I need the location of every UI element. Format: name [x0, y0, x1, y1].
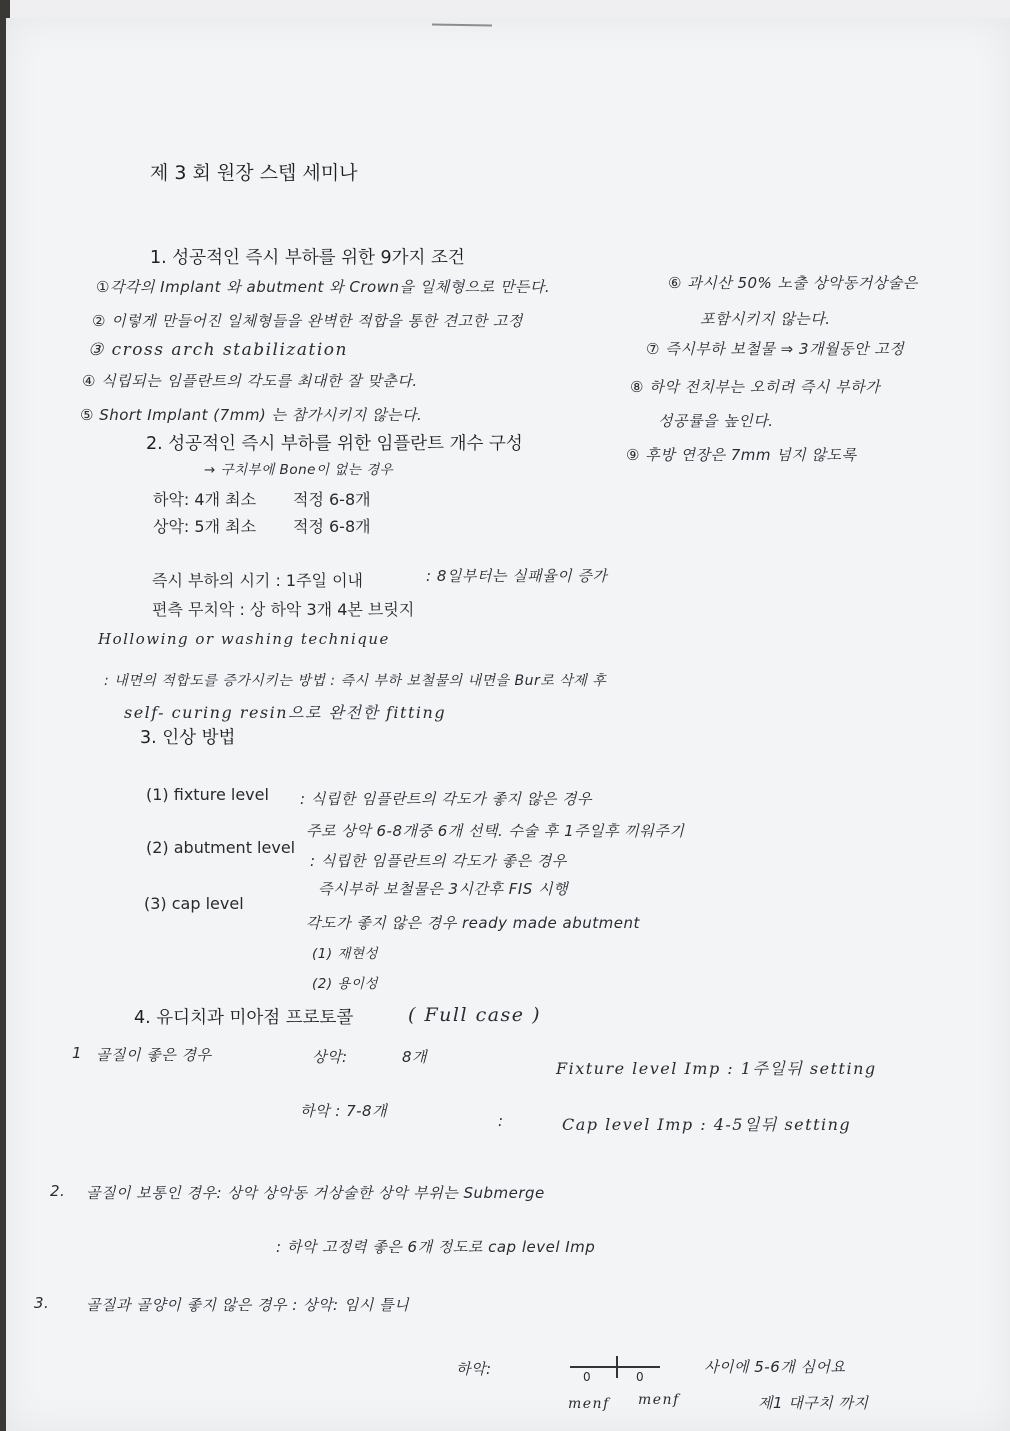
s3-cap-n1: (1) 재현성 — [312, 946, 379, 962]
s2-hw-resin: self- curing resin으로 완전한 fitting — [124, 703, 447, 722]
s1-note-5: ⑤ Short Implant (7mm) 는 참가시키지 않는다. — [80, 406, 423, 424]
s4-r3-a: 골질과 골양이 좋지 않은 경우 : 상악: 임시 틀니 — [86, 1296, 410, 1314]
s4-r2-a: 골질이 보통인 경우: 상악 상악동 거상술한 상악 부위는 Submerge — [86, 1184, 545, 1202]
s3-cap-n2: (2) 용이성 — [312, 976, 379, 992]
dental-arch-line — [570, 1366, 660, 1368]
s4-r1-e: 하악 : 7-8개 — [300, 1102, 388, 1120]
page-title: 제 3 회 원장 스텝 세미나 — [150, 162, 358, 184]
s3-fixture: (1) fixture level — [146, 785, 269, 804]
s4-heading-note: ( Full case ) — [408, 1004, 541, 1026]
s1-note-2: ② 이렇게 만들어진 일체형들을 완벽한 적합을 통한 견고한 고정 — [92, 312, 523, 330]
s2-edentulous: 편측 무치악 : 상 하악 3개 4본 브릿지 — [152, 600, 415, 619]
s2-timing: 즉시 부하의 시기 : 1주일 이내 — [152, 571, 364, 590]
s1-note-6: ⑥ 과시산 50% 노출 상악동거상술은 — [668, 274, 918, 292]
midline-mark — [616, 1356, 618, 1378]
s4-r2-b: : 하악 고정력 좋은 6개 정도로 cap level Imp — [276, 1238, 596, 1256]
s4-r1-num: 1 — [72, 1044, 83, 1062]
tooth-mark-left: 0 — [583, 1370, 592, 1384]
s2-timing-note: : 8일부터는 실패율이 증가 — [426, 567, 608, 585]
menf-left: menf — [568, 1396, 610, 1412]
s4-r1-f: : — [498, 1112, 504, 1130]
s4-r3-num: 3. — [34, 1294, 50, 1312]
section-2-heading: 2. 성공적인 즉시 부하를 위한 임플란트 개수 구성 — [146, 434, 523, 454]
s4-r1-c: 8개 — [402, 1048, 428, 1066]
s2-note: → 구치부에 Bone이 없는 경우 — [204, 462, 394, 478]
s3-abutment-note2: 즉시부하 보철물은 3시간후 FIS 시행 — [318, 880, 569, 898]
s4-r1-a: 골질이 좋은 경우 — [96, 1046, 212, 1064]
s1-note-8b: 성공률을 높인다. — [658, 412, 774, 430]
tooth-mark-right: 0 — [636, 1370, 645, 1384]
s3-fixture-note: : 식립한 임플란트의 각도가 좋지 않은 경우 — [300, 790, 592, 808]
s2-upper: 상악: 5개 최소 — [153, 517, 257, 536]
s2-lower: 하악: 4개 최소 — [153, 490, 257, 509]
menf-right: menf — [638, 1392, 680, 1408]
s1-note-6b: 포함시키지 않는다. — [700, 310, 831, 328]
s3-abutment-note: : 식립한 임플란트의 각도가 좋은 경우 — [310, 852, 567, 870]
s1-note-7: ⑦ 즉시부하 보철물 ⇒ 3개월동안 고정 — [646, 340, 905, 358]
s4-r3-d: 제1 대구치 까지 — [758, 1394, 869, 1412]
s4-r1-d: Fixture level Imp : 1주일뒤 setting — [556, 1059, 877, 1078]
s1-note-1: ①각각의 Implant 와 abutment 와 Crown을 일체형으로 만든다. — [96, 278, 551, 296]
s1-note-3: ③ cross arch stabilization — [88, 340, 348, 360]
s3-cap-note: 각도가 좋지 않은 경우 ready made abutment — [306, 914, 640, 932]
s1-note-9: ⑨ 후방 연장은 7mm 넘지 않도록 — [626, 446, 857, 464]
s1-note-8: ⑧ 하악 전치부는 오히려 즉시 부하가 — [630, 378, 881, 396]
s2-hw-fit: : 내면의 적합도를 증가시키는 방법 : 즉시 부하 보철물의 내면을 Bur로 삭제 후 — [104, 673, 607, 689]
s4-r3-b: 하악: — [456, 1360, 492, 1378]
s3-fixture-note2: 주로 상악 6-8개중 6개 선택. 수술 후 1주일후 끼워주기 — [306, 822, 685, 840]
section-1-heading: 1. 성공적인 즉시 부하를 위한 9가지 조건 — [150, 248, 465, 268]
s2-lower-opt: 적정 6-8개 — [293, 490, 371, 509]
s1-note-4: ④ 식립되는 임플란트의 각도를 최대한 잘 맞춘다. — [82, 372, 418, 390]
s3-cap: (3) cap level — [144, 894, 244, 913]
section-4-heading: 4. 유디치과 미아점 프로토콜 — [134, 1008, 354, 1028]
s4-r1-b: 상악: — [312, 1048, 348, 1066]
s4-r1-g: Cap level Imp : 4-5일뒤 setting — [562, 1115, 852, 1134]
s4-r2-num: 2. — [50, 1182, 66, 1200]
s2-hw-technique: Hollowing or washing technique — [98, 630, 390, 648]
s2-upper-opt: 적정 6-8개 — [293, 517, 371, 536]
section-3-heading: 3. 인상 방법 — [140, 728, 236, 748]
s3-abutment: (2) abutment level — [146, 838, 296, 857]
s4-r3-c: 사이에 5-6개 심어요 — [704, 1358, 846, 1376]
